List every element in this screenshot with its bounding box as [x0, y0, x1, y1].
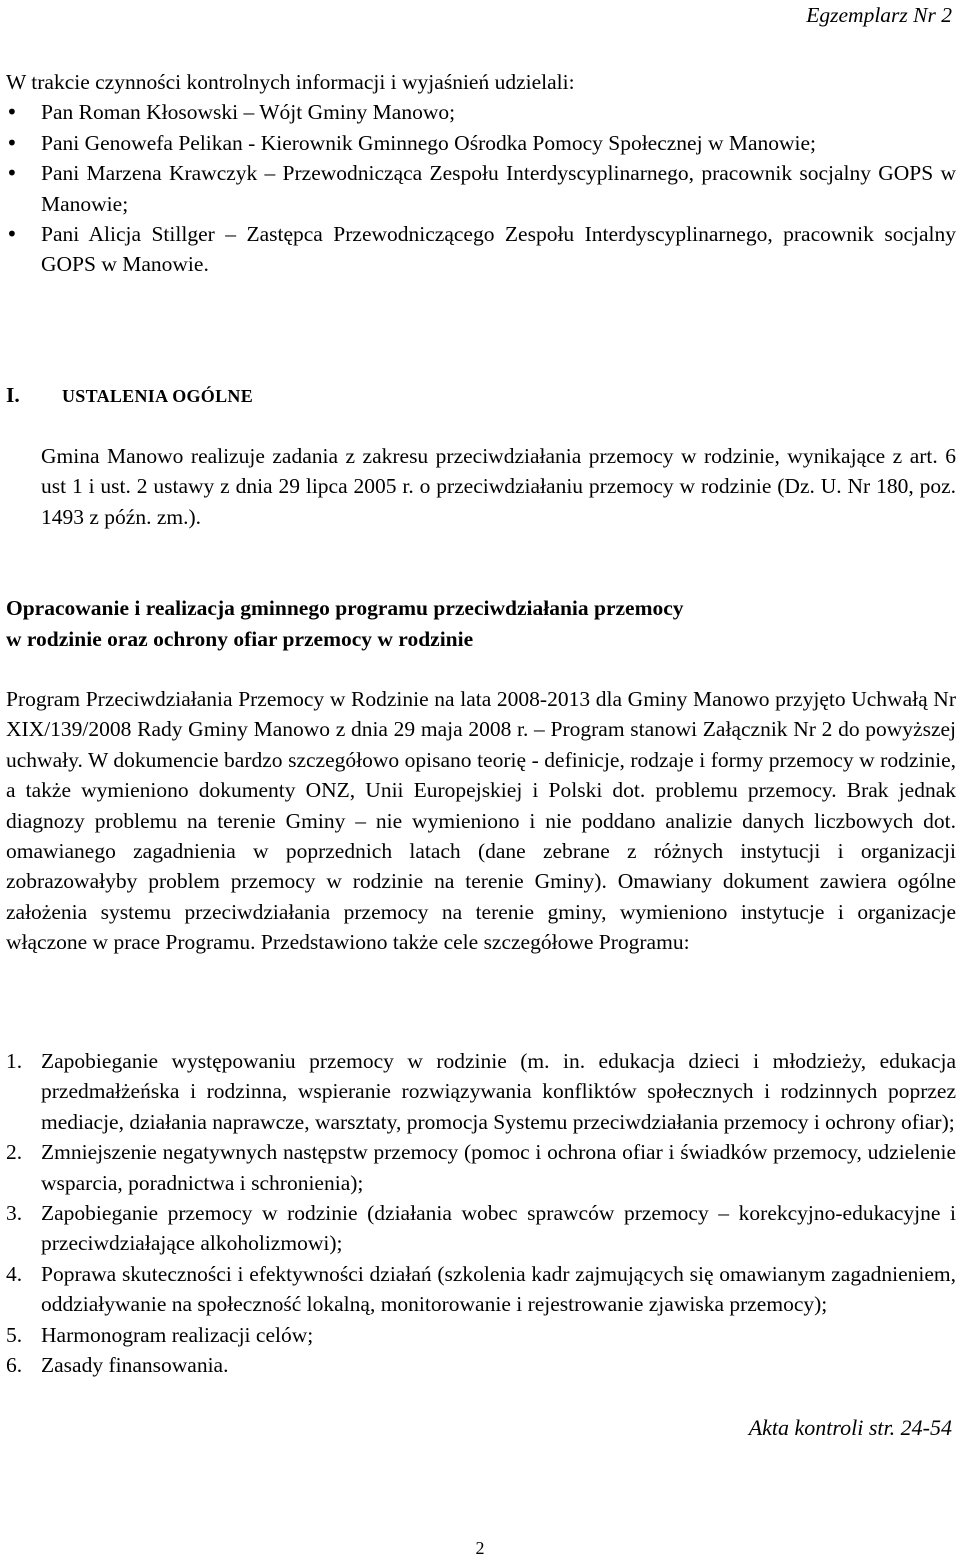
list-item-number: 4.: [6, 1261, 23, 1286]
list-item: [6, 1137, 956, 1198]
list-item: [6, 1259, 956, 1320]
subsection-heading-line: Opracowanie i realizacja gminnego programu przeciwdziałania przemocy: [6, 596, 684, 620]
bullet-icon: •: [6, 222, 18, 247]
list-item-number: 1.: [6, 1049, 23, 1073]
list-item-text: Pani Marzena Krawczyk – Przewodnicząca Zespołu Interdyscyplinarnego, pracownik socjalny GOPS w Manowie;: [41, 161, 956, 216]
list-item-text: Harmonogram realizacji celów;: [41, 1322, 314, 1347]
subsection-heading: [6, 593, 956, 655]
list-item-text: Pani Genowefa Pelikan - Kierownik Gminnego Ośrodka Pomocy Społecznej w Manowie;: [41, 130, 817, 155]
interviewees-section: [6, 67, 956, 280]
list-item: [6, 1320, 956, 1350]
list-item-number: 2.: [6, 1140, 23, 1165]
list-item-text: Pani Alicja Stillger – Zastępca Przewodniczącego Zespołu Interdyscyplinarnego, pracownik socjalny GOPS w Manowie.: [41, 222, 956, 277]
program-goals-list: [6, 1046, 956, 1380]
subsection-heading-line: w rodzinie oraz ochrony ofiar przemocy w rodzinie: [6, 627, 474, 651]
list-item-text: Pan Roman Kłosowski – Wójt Gminy Manowo;: [41, 100, 456, 125]
list-item-text: Poprawa skuteczności i efektywności działań (szkolenia kadr zajmujących się omawianym zagadnieniem, oddziaływanie na społeczność lokalną, monitorowanie i rejestrowanie zjawiska przemocy);: [41, 1261, 956, 1317]
bullet-icon: •: [6, 100, 18, 125]
section-title: USTALENIA OGÓLNE: [62, 386, 254, 406]
list-item: [6, 128, 956, 158]
section-paragraph: Gmina Manowo realizuje zadania z zakresu przeciwdziałania przemocy w rodzinie, wynikające z art. 6 ust 1 i ust. 2 ustawy z dnia 29 lipca 2005 r. o przeciwdziałaniu przemocy w rodzinie (Dz. U. Nr 180, poz. 1493 z późn. zm.).: [41, 444, 956, 529]
interviewees-lead: W trakcie czynności kontrolnych informacji i wyjaśnień udzielali:: [6, 70, 575, 94]
list-item-number: 6.: [6, 1353, 23, 1378]
list-item-text: Zasady finansowania.: [41, 1353, 229, 1378]
bullet-icon: •: [6, 161, 18, 186]
section-heading: [6, 380, 253, 411]
program-paragraph: Program Przeciwdziałania Przemocy w Rodzinie na lata 2008-2013 dla Gminy Manowo przyjęto Uchwałą Nr XIX/139/2008 Rady Gminy Manowo z dnia 29 maja 2008 r. – Program stanowi Załącznik Nr 2 do powyższej uchwały. W dokumencie bardzo szczegółowo opisano teorię - definicje, rodzaje i formy przemocy w rodzinie, a także wymieniono dokumenty ONZ, Unii Europejskiej i Polski dot. problemu przemocy. Brak jednak diagnozy problemu na terenie Gminy – nie wymieniono i nie poddano analizie danych liczbowych dot. omawianego zagadnienia w poprzednich latach (dane zebrane z różnych instytucji i organizacji zobrazowałyby problem przemocy w rodzinie na terenie Gminy). Omawiany dokument zawiera ogólne założenia systemu przeciwdziałania przemocy na terenie gminy, wymieniono instytucje i organizacje włączone w prace Programu. Przedstawiono także cele szczegółowe Programu:: [6, 687, 956, 955]
list-item: [6, 1198, 956, 1259]
list-item: [6, 97, 956, 127]
list-item-text: Zapobieganie przemocy w rodzinie (działania wobec sprawców przemocy – korekcyjno-edukacyjne i przeciwdziałające alkoholizmowi);: [41, 1201, 956, 1256]
section-number: I.: [6, 383, 20, 407]
list-item-number: 3.: [6, 1201, 23, 1226]
list-item-number: 5.: [6, 1322, 23, 1347]
list-item: [6, 1350, 956, 1380]
list-item-text: Zapobieganie występowaniu przemocy w rodzinie (m. in. edukacja dzieci i młodzieży, edukacja przedmałżeńska i rodzinna, wspieranie rozwiązywania konfliktów społecznych i rodzinnych poprzez mediacje, działania naprawcze, warsztaty, promocja Systemu przeciwdziałania przemocy i ochrony ofiar);: [41, 1049, 956, 1134]
list-item: [6, 158, 956, 219]
interviewees-list: [6, 97, 956, 279]
list-item: [6, 1046, 956, 1137]
bullet-icon: •: [6, 130, 18, 155]
page-number: 2: [475, 1538, 485, 1558]
files-reference: Akta kontroli str. 24-54: [748, 1415, 952, 1440]
list-item: [6, 219, 956, 280]
copy-number-label: Egzemplarz Nr 2: [806, 3, 952, 27]
list-item-text: Zmniejszenie negatywnych następstw przemocy (pomoc i ochrona ofiar i świadków przemocy, udzielenie wsparcia, poradnictwa i schronienia);: [41, 1140, 956, 1195]
